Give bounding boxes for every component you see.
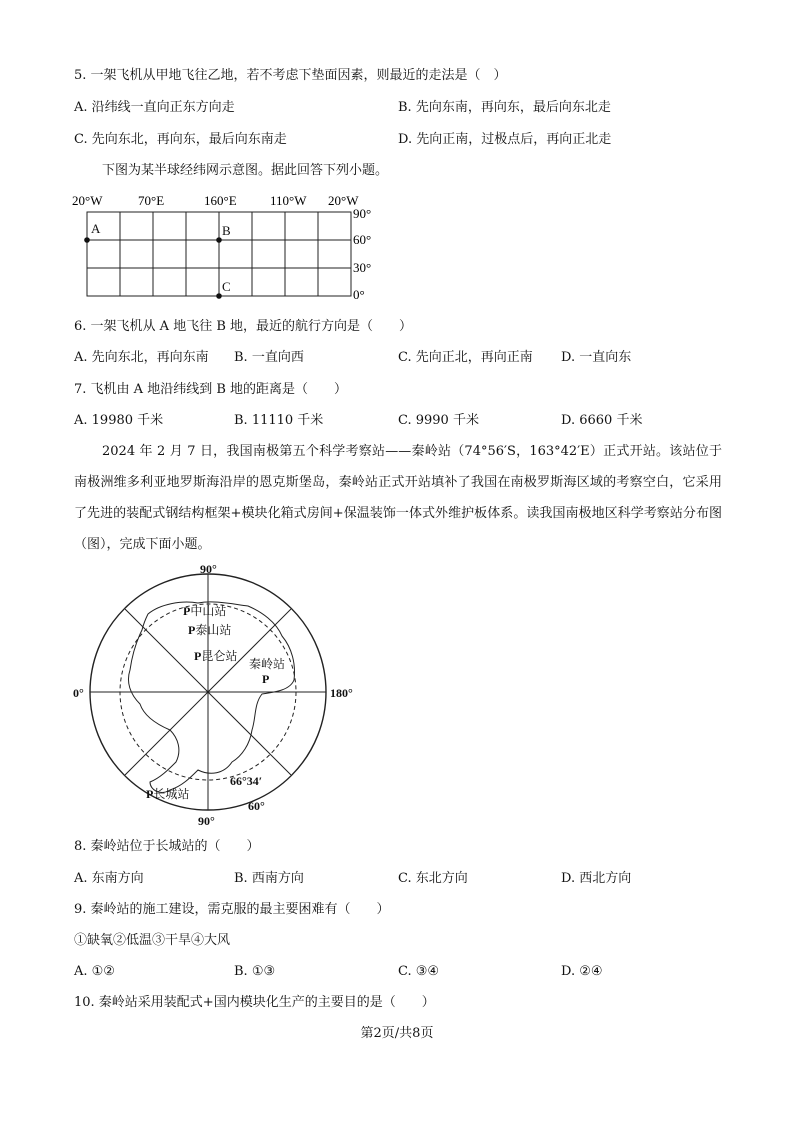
q5-option-c: C. 先向东北，再向东，最后向东南走 <box>74 132 287 147</box>
top-label-2: 70°E <box>138 193 165 208</box>
label-66-34: 66°34′ <box>230 774 263 788</box>
intro-qinling-paragraph: 2024 年 2 月 7 日，我国南极第五个科学考察站——秦岭站（74°56′S，163°42′E）正式开站。该站位于南极洲维多利亚地罗斯海沿岸的恩克斯堡岛，秦岭站正式开站填补了我国在南极罗斯海区域的考察空白，它采用了先进的装配式钢结构框架+模块化箱式房间+保温装饰一体式外维护板体系。读我国南极地区科学考察站分布图（图），完成下面小题。 <box>74 444 722 552</box>
q6-option-d: D. 一直向东 <box>561 350 632 365</box>
label-90-top: 90° <box>200 562 217 576</box>
point-a-label: A <box>91 221 101 236</box>
q8-option-d: D. 西北方向 <box>561 871 632 886</box>
label-60: 60° <box>248 799 265 813</box>
page-footer: 第2页/共8页 <box>360 1026 434 1041</box>
top-label-3: 160°E <box>204 193 237 208</box>
antarctica-outline <box>128 602 294 793</box>
q10-stem: 10. 秦岭站采用装配式+国内模块化生产的主要目的是（ ） <box>74 995 435 1010</box>
point-c-dot <box>216 293 222 299</box>
q8-option-b: B. 西南方向 <box>234 871 304 886</box>
grid-right-labels <box>353 206 371 302</box>
point-a-dot <box>84 237 90 243</box>
q9-items: ①缺氧②低温③干旱④大风 <box>74 933 231 948</box>
antarctic-labels <box>73 562 353 828</box>
intro-grid: 下图为某半球经纬网示意图。据此回答下列小题。 <box>102 163 389 178</box>
right-label-90: 90° <box>353 206 372 221</box>
q9-option-a: A. ①② <box>74 964 115 979</box>
grid-top-labels <box>72 193 359 208</box>
outer-circle <box>90 574 326 810</box>
q9-option-b: B. ①③ <box>234 964 276 979</box>
point-b-label: B <box>222 223 231 238</box>
q5-option-d: D. 先向正南，过极点后，再向正北走 <box>398 132 612 147</box>
q7-option-d: D. 6660 千米 <box>561 413 643 428</box>
q6-option-a: A. 先向东北，再向东南 <box>74 350 209 365</box>
q9-option-d: D. ②④ <box>561 964 603 979</box>
q7-option-a: A. 19980 千米 <box>74 413 164 428</box>
antarctic-map <box>90 574 326 810</box>
q8-option-c: C. 东北方向 <box>398 871 468 886</box>
right-label-0: 0° <box>353 287 365 302</box>
right-label-30: 30° <box>353 260 372 275</box>
label-180: 180° <box>330 686 353 700</box>
q8-option-a: A. 东南方向 <box>74 871 144 886</box>
q5-option-b: B. 先向东南，再向东，最后向东北走 <box>398 100 611 115</box>
q7-stem: 7. 飞机由 A 地沿纬线到 B 地的距离是（ ） <box>74 382 348 397</box>
point-c-label: C <box>222 279 231 294</box>
station-changcheng: P长城站 <box>146 787 190 801</box>
q6-option-b: B. 一直向西 <box>234 350 304 365</box>
station-zhongshan: P中山站 <box>183 604 227 618</box>
station-taishan: P泰山站 <box>188 623 232 637</box>
q5-stem: 5. 一架飞机从甲地飞往乙地，若不考虑下垫面因素，则最近的走法是（ ） <box>74 68 507 83</box>
antarctic-circle <box>120 604 296 780</box>
label-0: 0° <box>73 686 84 700</box>
station-qinling: 秦岭站 <box>249 657 286 671</box>
right-label-60: 60° <box>353 232 372 247</box>
q7-option-b: B. 11110 千米 <box>234 413 324 428</box>
top-label-1: 20°W <box>72 193 103 208</box>
top-label-5: 20°W <box>328 193 359 208</box>
station-qinling-flag: P <box>262 672 270 686</box>
station-labels <box>146 603 285 801</box>
q8-stem: 8. 秦岭站位于长城站的（ ） <box>74 839 260 854</box>
q6-option-c: C. 先向正北，再向正南 <box>398 350 533 365</box>
station-kunlun: P昆仑站 <box>194 649 238 663</box>
q9-stem: 9. 秦岭站的施工建设，需克服的最主要困难有（ ） <box>74 902 390 917</box>
q7-option-c: C. 9990 千米 <box>398 413 479 428</box>
label-90-bottom: 90° <box>198 814 215 828</box>
top-label-4: 110°W <box>270 193 307 208</box>
q5-option-a: A. 沿纬线一直向正东方向走 <box>74 100 235 115</box>
q9-option-c: C. ③④ <box>398 964 440 979</box>
grid-lines <box>87 212 351 296</box>
q6-stem: 6. 一架飞机从 A 地飞往 B 地，最近的航行方向是（ ） <box>74 319 413 334</box>
point-b-dot <box>216 237 222 243</box>
grid-points <box>84 221 231 299</box>
